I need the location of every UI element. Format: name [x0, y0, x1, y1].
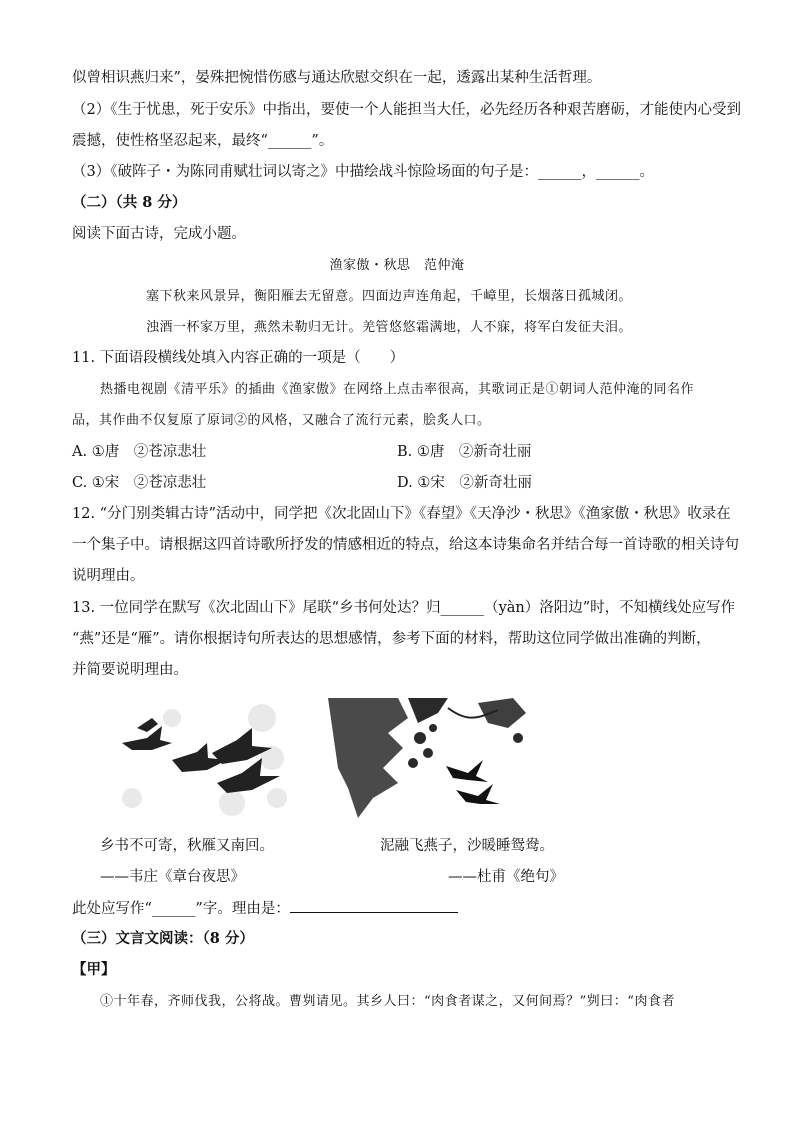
wenyan-passage: ①十年春，齐师伐我，公将战。曹刿请见。其乡人曰：“肉食者谋之，又何间焉？”刿曰：“肉食者	[100, 994, 675, 1009]
question-12-line-2: 一个集子中。请根据这四首诗歌所抒发的情感相近的特点，给这本诗集命名并结合每一首诗歌的相关诗句	[72, 537, 739, 553]
swallows-illustration	[328, 698, 526, 820]
question-11-passage-2: 品，其作曲不仅复原了原词②的风格，又融合了流行元素，脍炙人口。	[72, 413, 491, 428]
section-2-heading: （二）（共 8 分）	[72, 194, 187, 211]
option-c: C. ①宋 ②苍凉悲壮	[72, 475, 207, 491]
line-4: （3）《破阵子・为陈同甫赋壮词以寄之》中描绘战斗惊险场面的句子是：______，______。	[72, 164, 654, 180]
section-3-heading: （三）文言文阅读：（8 分）	[72, 930, 254, 947]
question-11-passage-1: 热播电视剧《清平乐》的插曲《渔家傲》在网络上点击率很高，其歌词正是①朝词人范仲淹的同名作	[100, 382, 695, 397]
jia-label: 【甲】	[72, 961, 116, 978]
source-left: ——韦庄《章台夜思》	[100, 869, 245, 885]
line-3: 震撼，使性格坚忍起来，最终“______”。	[72, 133, 334, 149]
option-d: D. ①宋 ②新奇壮丽	[397, 475, 532, 491]
poem-title: 渔家傲・秋思 范仲淹	[329, 258, 465, 273]
question-12-line-3: 说明理由。	[72, 568, 145, 584]
answer-prompt: 此处应写作“______”字。理由是：	[72, 901, 290, 917]
question-11: 11. 下面语段横线处填入内容正确的一项是（ ）	[72, 350, 405, 366]
source-right: ——杜甫《绝句》	[448, 869, 564, 885]
poem-line-1: 塞下秋来风景异，衡阳雁去无留意。四面边声连角起，千嶂里，长烟落日孤城闭。	[146, 289, 633, 304]
question-13-line-2: “燕”还是“雁”。请你根据诗句所表达的思想感情，参考下面的材料，帮助这位同学做出准确的判断，	[72, 631, 711, 647]
caption-right: 泥融飞燕子，沙暖睡鸳鸯。	[380, 838, 554, 854]
question-13-line-1: 13. 一位同学在默写《次北固山下》尾联“乡书何处达？归______（yàn）洛阳边”时，不知横线处应写作	[72, 600, 736, 616]
geese-illustration	[112, 698, 288, 820]
question-12-line-1: 12. “分门别类辑古诗”活动中，同学把《次北固山下》《春望》《天净沙・秋思》《渔家傲・秋思》收录在	[72, 506, 731, 522]
option-b: B. ①唐 ②新奇壮丽	[397, 444, 532, 460]
question-13-line-3: 并简要说明理由。	[72, 662, 188, 678]
answer-blank	[290, 898, 458, 913]
line-1: 似曾相识燕归来”，晏殊把惋惜伤感与通达欣慰交织在一起，透露出某种生活哲理。	[72, 70, 602, 86]
caption-left: 乡书不可寄，秋雁又南回。	[100, 838, 274, 854]
instruction: 阅读下面古诗，完成小题。	[72, 226, 246, 242]
line-2: （2）《生于忧患，死于安乐》中指出，要使一个人能担当大任，必先经历各种艰苦磨砺，才能使内心受到	[72, 102, 741, 118]
answer-line	[72, 898, 458, 919]
option-a: A. ①唐 ②苍凉悲壮	[72, 444, 207, 460]
poem-line-2: 浊酒一杯家万里，燕然未勒归无计。羌管悠悠霜满地，人不寐，将军白发征夫泪。	[146, 320, 633, 335]
